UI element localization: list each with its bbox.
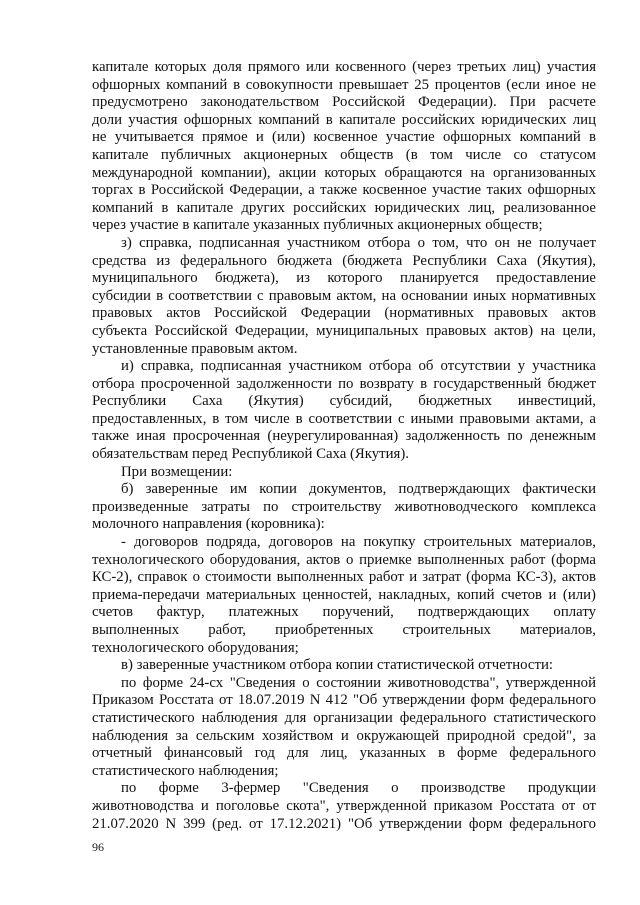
text-line: муниципального бюджета), из которого планируется предоставление xyxy=(92,270,596,287)
text-line: предусмотрено законодательством Российской Федерации). При расчете xyxy=(92,94,596,111)
text-line: по форме 3-фермер "Сведения о производстве продукции xyxy=(121,780,596,797)
text-line: КС-2), справок о стоимости выполненных работ и затрат (форма КС-3), актов xyxy=(92,569,596,586)
text-line: установленные правовым актом. xyxy=(92,340,298,357)
document-body xyxy=(92,59,596,833)
text-line: капитале которых доля прямого или косвенного (через третьих лиц) участия xyxy=(92,59,596,75)
text-line: Республики Саха (Якутия) субсидий, бюджетных инвестиций, xyxy=(92,393,596,410)
text-line: и) справка, подписанная участником отбора об отсутствии у участника xyxy=(121,358,596,375)
text-line: - договоров подряда, договоров на покупку строительных материалов, xyxy=(121,534,596,551)
text-line: выполненных работ, приобретенных строительных материалов, xyxy=(92,622,596,638)
text-line: животноводства и поголовье скота", утвержденной приказом Росстата от от xyxy=(92,797,596,814)
text-line: отбора просроченной задолженности по возврату в государственный бюджет xyxy=(92,375,596,392)
text-line: правовых актов Российской Федерации (нормативных правовых актов xyxy=(92,305,596,322)
text-line: Приказом Росстата от 18.07.2019 N 412 "Об утверждении форм федерального xyxy=(92,692,596,709)
paragraph xyxy=(92,464,596,482)
paragraph xyxy=(92,358,596,464)
paragraph xyxy=(92,481,596,534)
text-line: через участие в капитале указанных публичных акционерных обществ; xyxy=(92,217,543,234)
text-line: технологического оборудования, актов о приемке выполненных работ (форма xyxy=(92,551,596,568)
text-line: статистического наблюдения; xyxy=(92,762,279,779)
text-line: молочного направления (коровника): xyxy=(92,516,325,533)
paragraph xyxy=(92,657,596,675)
text-line: капитале публичных акционерных обществ (в том числе со статусом xyxy=(92,146,596,163)
text-line: приема-передачи материальных ценностей, накладных, копий счетов и (или) xyxy=(92,586,596,603)
text-line: наблюдения за сельским хозяйством и окружающей природной средой", за xyxy=(92,727,596,744)
text-line: статистического наблюдения для организации федерального статистического xyxy=(92,709,596,726)
text-line: з) справка, подписанная участником отбора о том, что он не получает xyxy=(121,234,596,251)
text-line: средства из федерального бюджета (бюджета Республики Саха (Якутия), xyxy=(92,252,596,269)
text-line: доли участия офшорных компаний в капитале российских юридических лиц xyxy=(92,111,596,128)
text-line: компаний в капитале других российских юридических лиц, реализованное xyxy=(92,199,596,216)
text-line: не учитывается прямое и (или) косвенное участие офшорных компаний в xyxy=(92,129,596,146)
text-line: также иная просроченная (неурегулированная) задолженность по денежным xyxy=(92,428,596,445)
text-line: офшорных компаний в совокупности превышает 25 процентов (если иное не xyxy=(92,76,596,93)
text-line: субъекта Российской Федерации, муниципальных правовых актов) на цели, xyxy=(92,322,596,339)
paragraph xyxy=(92,780,596,833)
paragraph xyxy=(92,235,596,358)
text-line: произведенные затраты по строительству животноводческого комплекса xyxy=(92,498,596,515)
text-line: б) заверенные им копии документов, подтверждающих фактически xyxy=(121,481,596,498)
text-line: счетов фактур, платежных поручений, подтверждающих оплату xyxy=(92,604,596,621)
text-line: отчетный финансовый год для лиц, указанных в форме федерального xyxy=(92,745,596,762)
paragraph xyxy=(92,59,596,235)
text-line: При возмещении: xyxy=(121,463,233,480)
text-line: технологического оборудования; xyxy=(92,639,299,656)
text-line: в) заверенные участником отбора копии статистической отчетности: xyxy=(121,657,553,674)
text-line: обязательствам перед Республикой Саха (Якутия). xyxy=(92,446,409,463)
text-line: субсидии в соответствии с правовым актом, на основании иных нормативных xyxy=(92,287,596,304)
paragraph xyxy=(92,675,596,781)
text-line: международной компании), акции которых обращаются на организованных xyxy=(92,164,596,181)
paragraph xyxy=(92,534,596,657)
text-line: торгах в Российской Федерации, а также косвенное участие таких офшорных xyxy=(92,182,596,199)
text-line: по форме 24-сх "Сведения о состоянии животноводства", утвержденной xyxy=(121,674,596,691)
text-line: 21.07.2020 N 399 (ред. от 17.12.2021) "Об утверждении форм федерального xyxy=(92,815,596,832)
text-line: предоставленных, в том числе в соответствии с иными правовыми актами, а xyxy=(92,410,596,427)
page-number: 96 xyxy=(92,840,104,854)
